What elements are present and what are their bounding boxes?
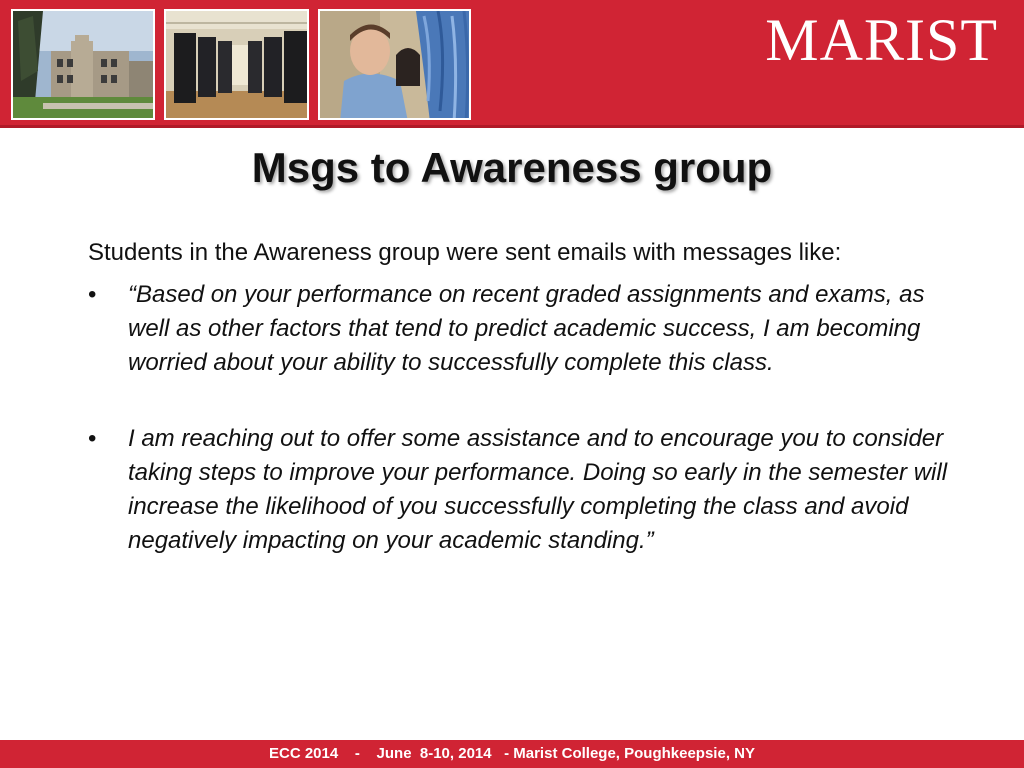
bullet-text: “Based on your performance on recent graded assignments and exams, as well as other factors that tend to predict academic success, I am becoming worried about your ability to successfully complete this class. bbox=[128, 281, 925, 376]
bullet-item bbox=[88, 278, 948, 380]
bullet-glyph: • bbox=[88, 281, 97, 308]
footer-band: ECC 2014 - June 8-10, 2014 - Marist College, Poughkeepsie, NY bbox=[0, 740, 1024, 768]
header-band bbox=[0, 0, 1024, 128]
intro-text: Students in the Awareness group were sent emails with messages like: bbox=[88, 239, 842, 266]
slide-title: Msgs to Awareness group bbox=[251, 144, 773, 191]
marist-wordmark: MARIST bbox=[765, 7, 998, 73]
slide-body bbox=[88, 236, 948, 558]
network-cabling-photo bbox=[318, 9, 471, 120]
server-room-photo bbox=[164, 9, 309, 120]
bullet-glyph: • bbox=[88, 425, 97, 452]
bullet-text: I am reaching out to offer some assistance and to encourage you to consider taking steps to improve your performance. Doing so early in the semester will increase the likelihood of you successfully completing the class and avoid negatively impacting on your academic standing.” bbox=[128, 425, 948, 554]
campus-building-photo bbox=[11, 9, 155, 120]
bullet-item bbox=[88, 422, 948, 558]
